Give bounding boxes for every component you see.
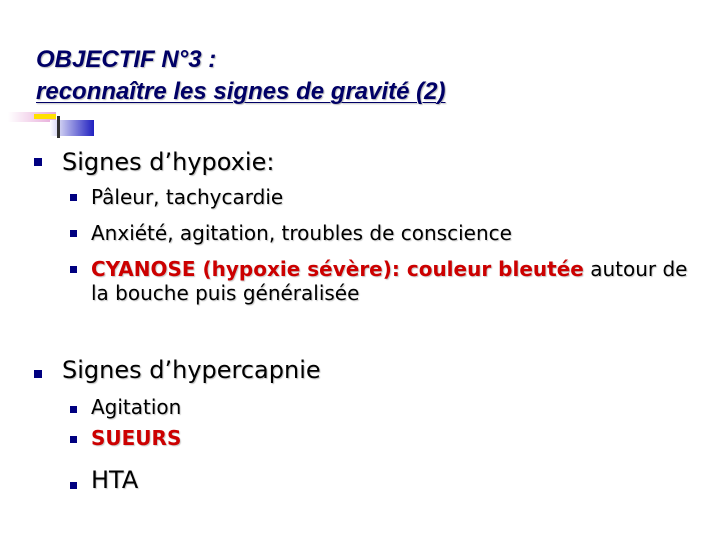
bullet-icon [34,158,42,166]
list-item: Anxiété, agitation, troubles de conscience [91,221,512,245]
list-item [91,426,711,450]
bullet-icon [70,194,77,201]
list-item: Agitation [91,395,182,419]
slide-title [36,44,706,108]
cyanose-emphasis: CYANOSE (hypoxie sévère): couleur bleutée [91,257,584,281]
bullet-icon [70,266,77,273]
slide-title-line2: reconnaître les signes de gravité (2) [36,78,446,105]
section-heading-hypercapnie: Signes d’hypercapnie [62,356,321,384]
section-heading-hypoxie: Signes d’hypoxie: [62,148,275,176]
list-item [91,257,711,305]
bullet-icon [70,230,77,237]
slide-title-line1: OBJECTIF N°3 : [36,46,217,73]
list-item: HTA [91,466,139,494]
bullet-icon [34,370,42,378]
sueurs-emphasis: SUEURS [91,426,182,450]
cyanose-text: autour de la bouche puis généralisée [91,257,688,305]
list-item: Pâleur, tachycardie [91,185,284,209]
title-ornament-icon [0,112,110,140]
bullet-icon [70,436,77,443]
bullet-icon [70,406,77,413]
bullet-icon [70,482,77,489]
